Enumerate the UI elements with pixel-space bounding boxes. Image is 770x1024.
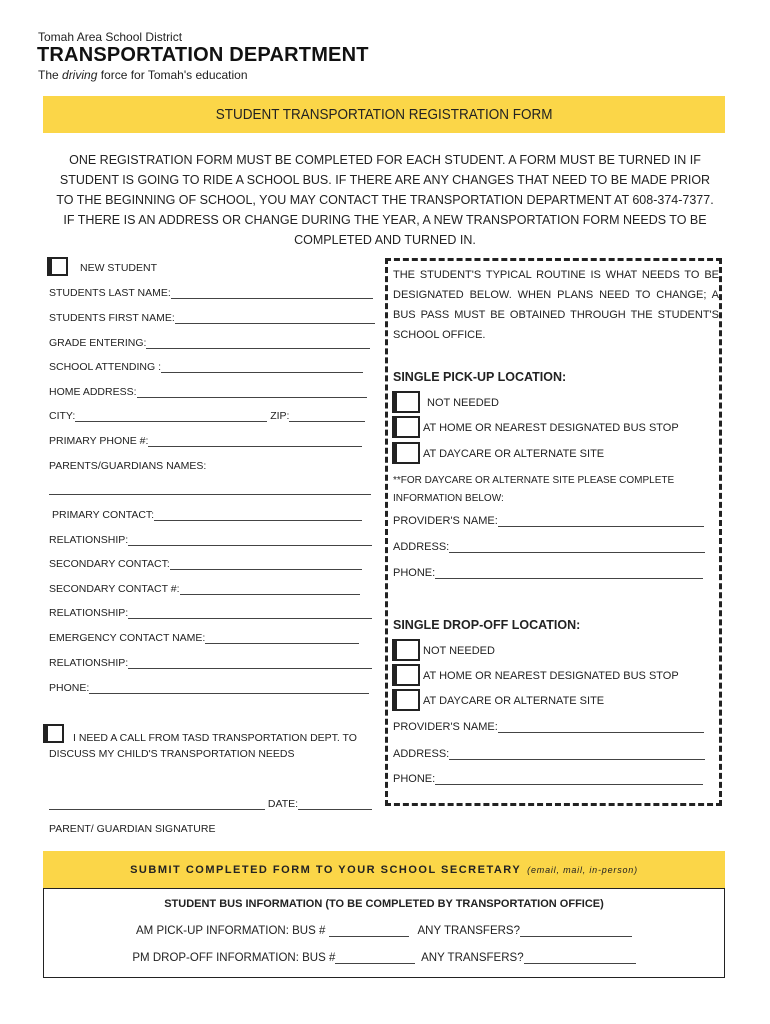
- city-line[interactable]: [75, 411, 267, 422]
- pickup-title: SINGLE PICK-UP LOCATION:: [393, 370, 567, 384]
- intro-text: ONE REGISTRATION FORM MUST BE COMPLETED FOR EACH STUDENT. A FORM MUST BE TURNED IN IF STUDENT IS GOING TO RIDE A SCHOOL BUS. IF THERE ARE ANY CHANGES THAT NEED TO BE MADE PRIOR TO THE BEGINNING OF SCHOOL, YOU MAY CONTACT THE TRANSPORTATION DEPARTMENT AT 608-374-7377. IF THERE IS AN ADDRESS OR CHANGE DURING THE YEAR, A NEW TRANSPORTATION FORM NEEDS TO BE COMPLETED AND TURNED IN.: [56, 153, 714, 247]
- phone-line[interactable]: [89, 683, 369, 694]
- submit-banner: [43, 851, 725, 889]
- tagline-pre: The: [38, 68, 63, 82]
- grade-field[interactable]: [49, 337, 370, 349]
- signature-line[interactable]: [49, 799, 265, 810]
- pickup-provider-field[interactable]: [393, 515, 704, 527]
- phone-field[interactable]: [49, 682, 369, 694]
- last-name-field[interactable]: [49, 287, 373, 299]
- dropoff-daycare-checkbox[interactable]: [392, 689, 420, 711]
- primary-contact-label: PRIMARY CONTACT:: [52, 509, 155, 521]
- form-title: STUDENT TRANSPORTATION REGISTRATION FORM: [215, 106, 553, 123]
- relationship2-label: RELATIONSHIP:: [49, 607, 129, 619]
- school-field[interactable]: [49, 361, 363, 373]
- pm-transfers-line[interactable]: [524, 953, 636, 964]
- parents-line[interactable]: [49, 494, 371, 495]
- tagline-emphasis: driving: [62, 68, 98, 82]
- dropoff-address-label: ADDRESS:: [393, 748, 450, 760]
- call-request-line1: I NEED A CALL FROM TASD TRANSPORTATION DEPT. TO: [73, 732, 357, 744]
- dropoff-provider-field[interactable]: [393, 721, 704, 733]
- relationship3-label: RELATIONSHIP:: [49, 657, 129, 669]
- parents-label: PARENTS/GUARDIANS NAMES:: [49, 460, 207, 472]
- primary-contact-line[interactable]: [154, 510, 362, 521]
- school-label: SCHOOL ATTENDING :: [49, 361, 162, 373]
- am-transfers-line[interactable]: [520, 926, 632, 937]
- call-request-line2: DISCUSS MY CHILD'S TRANSPORTATION NEEDS: [49, 748, 295, 760]
- relationship3-field[interactable]: [49, 657, 372, 669]
- pickup-phone-label: PHONE:: [393, 567, 436, 579]
- am-bus-line[interactable]: [329, 926, 409, 937]
- secondary-contact-num-label: SECONDARY CONTACT #:: [49, 583, 180, 595]
- form-title-banner: [43, 96, 725, 133]
- relationship2-line[interactable]: [128, 608, 372, 619]
- am-pickup-label: AM PICK-UP INFORMATION: BUS #: [136, 925, 326, 937]
- date-label: DATE:: [267, 798, 299, 810]
- submit-methods: (email, mail, in-person): [527, 865, 638, 875]
- first-name-field[interactable]: [49, 312, 375, 324]
- pickup-phone-line[interactable]: [435, 568, 703, 579]
- dropoff-daycare-label: AT DAYCARE OR ALTERNATE SITE: [423, 695, 605, 707]
- pickup-home-checkbox[interactable]: [392, 416, 420, 438]
- pickup-provider-label: PROVIDER'S NAME:: [393, 515, 498, 527]
- pickup-phone-field[interactable]: [393, 567, 703, 579]
- secondary-contact-label: SECONDARY CONTACT:: [49, 558, 170, 570]
- dropoff-phone-line[interactable]: [435, 774, 703, 785]
- dropoff-phone-field[interactable]: [393, 773, 703, 785]
- pm-transfers-label: ANY TRANSFERS?: [421, 952, 524, 964]
- pickup-daycare-checkbox[interactable]: [392, 442, 420, 464]
- signature-label: PARENT/ GUARDIAN SIGNATURE: [49, 823, 216, 835]
- relationship3-line[interactable]: [128, 658, 372, 669]
- emergency-contact-field[interactable]: [49, 632, 359, 644]
- department-title: TRANSPORTATION DEPARTMENT: [37, 44, 369, 66]
- tagline: [38, 68, 248, 82]
- pickup-home-label: AT HOME OR NEAREST DESIGNATED BUS STOP: [423, 422, 679, 434]
- pm-bus-line[interactable]: [335, 953, 415, 964]
- zip-label: ZIP:: [270, 410, 290, 422]
- emergency-contact-label: EMERGENCY CONTACT NAME:: [49, 632, 206, 644]
- last-name-line[interactable]: [171, 288, 373, 299]
- last-name-label: STUDENTS LAST NAME:: [49, 287, 171, 299]
- new-student-checkbox[interactable]: [47, 257, 68, 276]
- primary-phone-field[interactable]: [49, 435, 362, 447]
- dropoff-address-field[interactable]: [393, 748, 705, 760]
- dropoff-provider-label: PROVIDER'S NAME:: [393, 721, 498, 733]
- primary-contact-field[interactable]: [52, 509, 362, 521]
- first-name-label: STUDENTS FIRST NAME:: [49, 312, 175, 324]
- home-address-label: HOME ADDRESS:: [49, 386, 137, 398]
- secondary-contact-line[interactable]: [170, 559, 362, 570]
- dropoff-home-label: AT HOME OR NEAREST DESIGNATED BUS STOP: [423, 670, 679, 682]
- bus-info-title: STUDENT BUS INFORMATION (TO BE COMPLETED BY TRANSPORTATION OFFICE): [164, 898, 604, 910]
- dropoff-phone-label: PHONE:: [393, 773, 436, 785]
- emergency-contact-line[interactable]: [205, 633, 359, 644]
- daycare-note: **FOR DAYCARE OR ALTERNATE SITE PLEASE COMPLETE INFORMATION BELOW:: [393, 475, 675, 504]
- secondary-contact-field[interactable]: [49, 558, 362, 570]
- pickup-address-line[interactable]: [449, 542, 705, 553]
- district-name: Tomah Area School District: [38, 30, 183, 44]
- pickup-not-needed-checkbox[interactable]: [392, 391, 420, 413]
- first-name-line[interactable]: [175, 313, 375, 324]
- call-request-checkbox[interactable]: [43, 724, 64, 743]
- pickup-daycare-label: AT DAYCARE OR ALTERNATE SITE: [423, 448, 605, 460]
- submit-text: SUBMIT COMPLETED FORM TO YOUR SCHOOL SECRETARY: [130, 864, 522, 876]
- relationship1-field[interactable]: [49, 534, 372, 546]
- tagline-post: force for Tomah's education: [97, 68, 248, 82]
- home-address-field[interactable]: [49, 386, 367, 398]
- dropoff-not-needed-label: NOT NEEDED: [423, 645, 495, 657]
- city-label: CITY:: [49, 410, 76, 422]
- signature-date-field[interactable]: [49, 798, 372, 810]
- primary-phone-line[interactable]: [148, 436, 362, 447]
- date-line[interactable]: [298, 799, 372, 810]
- pm-dropoff-label: PM DROP-OFF INFORMATION: BUS #: [132, 952, 336, 964]
- home-address-line[interactable]: [137, 387, 367, 398]
- am-pickup-row: [43, 925, 725, 937]
- secondary-contact-num-line[interactable]: [180, 584, 360, 595]
- city-zip-field[interactable]: [49, 410, 365, 422]
- dropoff-address-line[interactable]: [449, 749, 705, 760]
- pm-dropoff-row: [43, 952, 725, 964]
- school-line[interactable]: [161, 362, 363, 373]
- relationship1-line[interactable]: [128, 535, 372, 546]
- phone-label: PHONE:: [49, 682, 90, 694]
- pickup-provider-line[interactable]: [498, 516, 704, 527]
- grade-line[interactable]: [146, 338, 370, 349]
- dropoff-home-checkbox[interactable]: [392, 664, 420, 686]
- pickup-address-field[interactable]: [393, 541, 705, 553]
- new-student-label: NEW STUDENT: [80, 262, 157, 274]
- routine-text: THE STUDENT'S TYPICAL ROUTINE IS WHAT NEEDS TO BE DESIGNATED BELOW. WHEN PLANS NEED TO CHANGE; A BUS PASS MUST BE OBTAINED THROUGH THE STUDENT'S SCHOOL OFFICE.: [393, 269, 719, 341]
- relationship2-field[interactable]: [49, 607, 372, 619]
- grade-label: GRADE ENTERING:: [49, 337, 147, 349]
- relationship1-label: RELATIONSHIP:: [49, 534, 129, 546]
- dropoff-not-needed-checkbox[interactable]: [392, 639, 420, 661]
- pickup-address-label: ADDRESS:: [393, 541, 450, 553]
- am-transfers-label: ANY TRANSFERS?: [417, 925, 520, 937]
- dropoff-title: SINGLE DROP-OFF LOCATION:: [393, 618, 581, 632]
- pickup-not-needed-label: NOT NEEDED: [427, 397, 499, 409]
- primary-phone-label: PRIMARY PHONE #:: [49, 435, 149, 447]
- secondary-contact-num-field[interactable]: [49, 583, 360, 595]
- dropoff-provider-line[interactable]: [498, 722, 704, 733]
- zip-line[interactable]: [289, 411, 365, 422]
